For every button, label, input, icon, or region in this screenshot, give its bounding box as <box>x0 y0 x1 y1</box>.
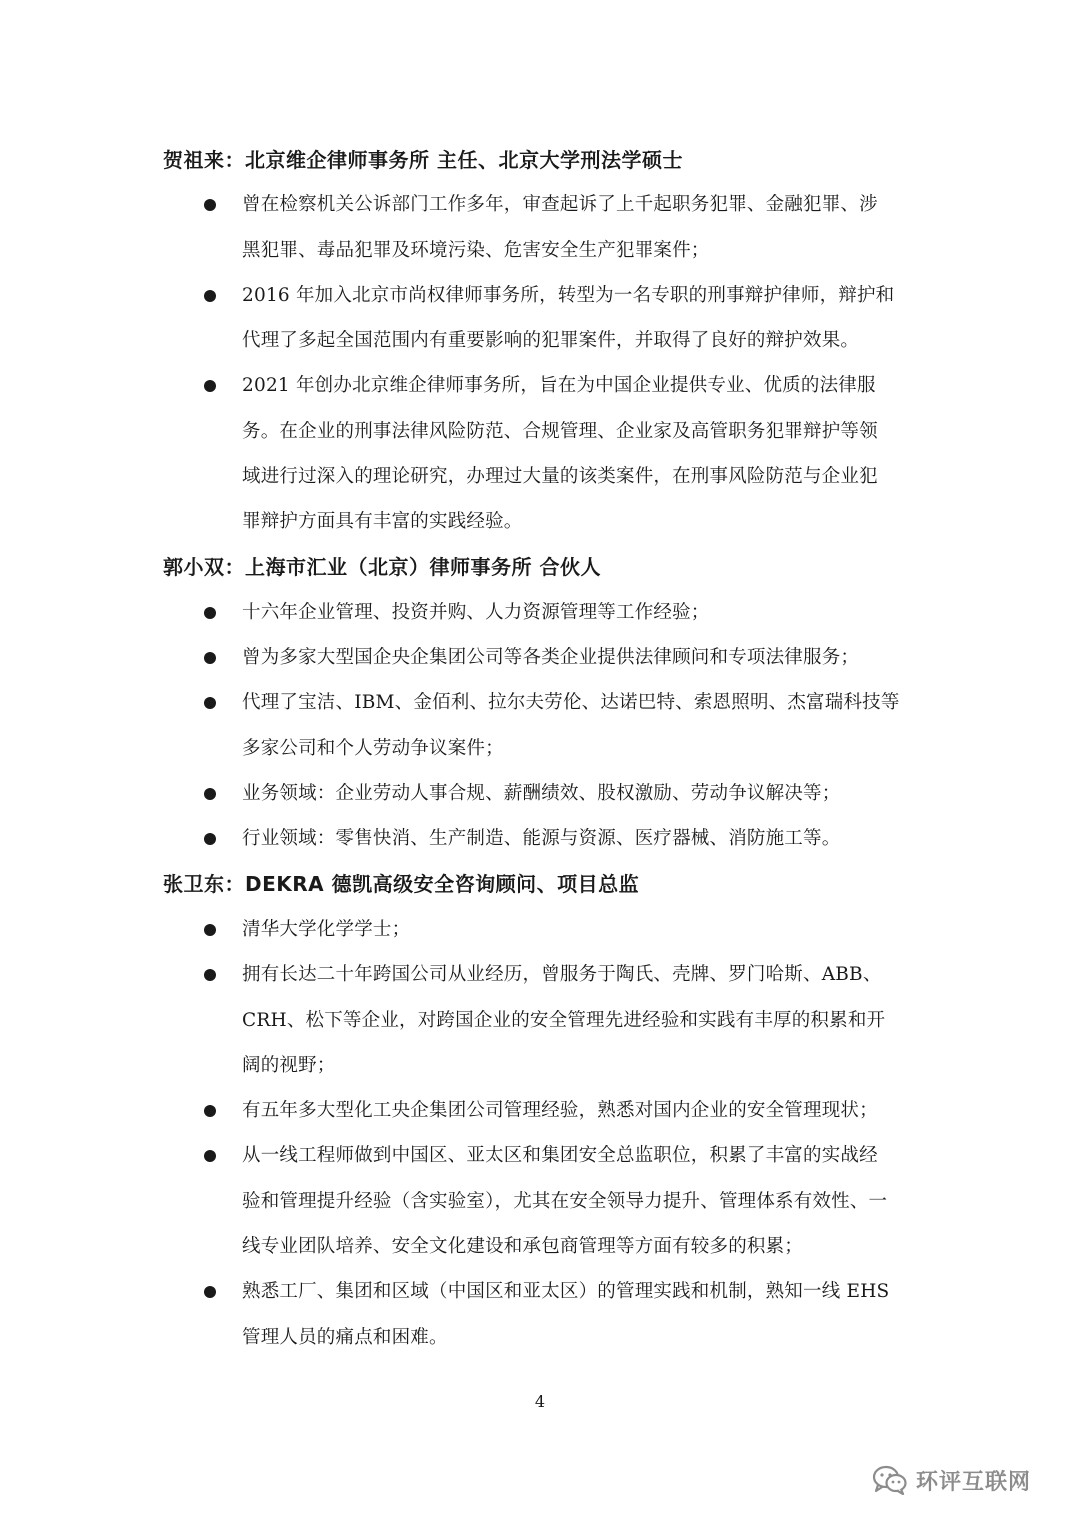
watermark-text: 环评互联网 <box>916 1469 1032 1495</box>
bullet-icon <box>204 199 216 211</box>
bullet-line: 罪辩护方面具有丰富的实践经验。 <box>242 511 523 532</box>
bullet-icon <box>204 788 216 800</box>
bullet-icon <box>204 290 216 302</box>
bullet-line: 务。在企业的刑事法律风险防范、合规管理、企业家及高管职务犯罪辩护等领 <box>242 421 878 442</box>
bullet-line: 有五年多大型化工央企集团公司管理经验，熟悉对国内企业的安全管理现状； <box>242 1100 878 1121</box>
bullet-icon <box>204 833 216 845</box>
bullet-icon <box>204 1105 216 1117</box>
wechat-icon <box>872 1465 908 1495</box>
bullet-icon <box>204 607 216 619</box>
bullet-line: 曾在检察机关公诉部门工作多年，审查起诉了上千起职务犯罪、金融犯罪、涉 <box>242 194 878 215</box>
bullet-line: 管理人员的痛点和困难。 <box>242 1327 448 1348</box>
section-heading: 贺祖来：北京维企律师事务所 主任、北京大学刑法学硕士 <box>163 148 683 172</box>
bullet-line: 从一线工程师做到中国区、亚太区和集团安全总监职位，积累了丰富的实战经 <box>242 1145 878 1166</box>
bullet-line: 多家公司和个人劳动争议案件； <box>242 738 504 759</box>
bullet-icon <box>204 1150 216 1162</box>
bullet-line: 业务领域：企业劳动人事合规、薪酬绩效、股权激励、劳动争议解决等； <box>242 783 841 804</box>
bullet-line: 曾为多家大型国企央企集团公司等各类企业提供法律顾问和专项法律服务； <box>242 647 860 668</box>
bullet-line: 代理了宝洁、IBM、金佰利、拉尔夫劳伦、达诺巴特、索恩照明、杰富瑞科技等 <box>242 692 900 713</box>
bullet-icon <box>204 697 216 709</box>
bullet-icon <box>204 380 216 392</box>
page-number: 4 <box>534 1392 546 1411</box>
bullet-line: 行业领域：零售快消、生产制造、能源与资源、医疗器械、消防施工等。 <box>242 828 841 849</box>
bullet-line: 清华大学化学学士； <box>242 919 411 940</box>
bullet-line: 2016 年加入北京市尚权律师事务所，转型为一名专职的刑事辩护律师，辩护和 <box>242 285 895 306</box>
bullet-line: 域进行过深入的理论研究，办理过大量的该类案件，在刑事风险防范与企业犯 <box>242 466 878 487</box>
section-heading: 郭小双：上海市汇业（北京）律师事务所 合伙人 <box>163 555 601 579</box>
bullet-line: 验和管理提升经验（含实验室），尤其在安全领导力提升、管理体系有效性、一 <box>242 1191 888 1212</box>
bullet-line: 拥有长达二十年跨国公司从业经历，曾服务于陶氏、壳牌、罗门哈斯、ABB、 <box>242 964 882 985</box>
watermark <box>872 1462 1031 1498</box>
section-heading: 张卫东：DEKRA 德凯高级安全咨询顾问、项目总监 <box>163 872 640 896</box>
bullet-line: 2021 年创办北京维企律师事务所，旨在为中国企业提供专业、优质的法律服 <box>242 375 876 396</box>
bullet-line: 十六年企业管理、投资并购、人力资源管理等工作经验； <box>242 602 710 623</box>
bullet-line: 阔的视野； <box>242 1055 336 1076</box>
bullet-line: 黑犯罪、毒品犯罪及环境污染、危害安全生产犯罪案件； <box>242 240 710 261</box>
bullet-line: 代理了多起全国范围内有重要影响的犯罪案件，并取得了良好的辩护效果。 <box>242 330 860 351</box>
bullet-line: 线专业团队培养、安全文化建设和承包商管理等方面有较多的积累； <box>242 1236 804 1257</box>
bullet-icon <box>204 652 216 664</box>
bullet-line: 熟悉工厂、集团和区域（中国区和亚太区）的管理实践和机制，熟知一线 EHS <box>242 1281 890 1302</box>
bullet-icon <box>204 1286 216 1298</box>
bullet-line: CRH、松下等企业，对跨国企业的安全管理先进经验和实践有丰厚的积累和开 <box>242 1010 886 1031</box>
bullet-icon <box>204 969 216 981</box>
bullet-icon <box>204 924 216 936</box>
